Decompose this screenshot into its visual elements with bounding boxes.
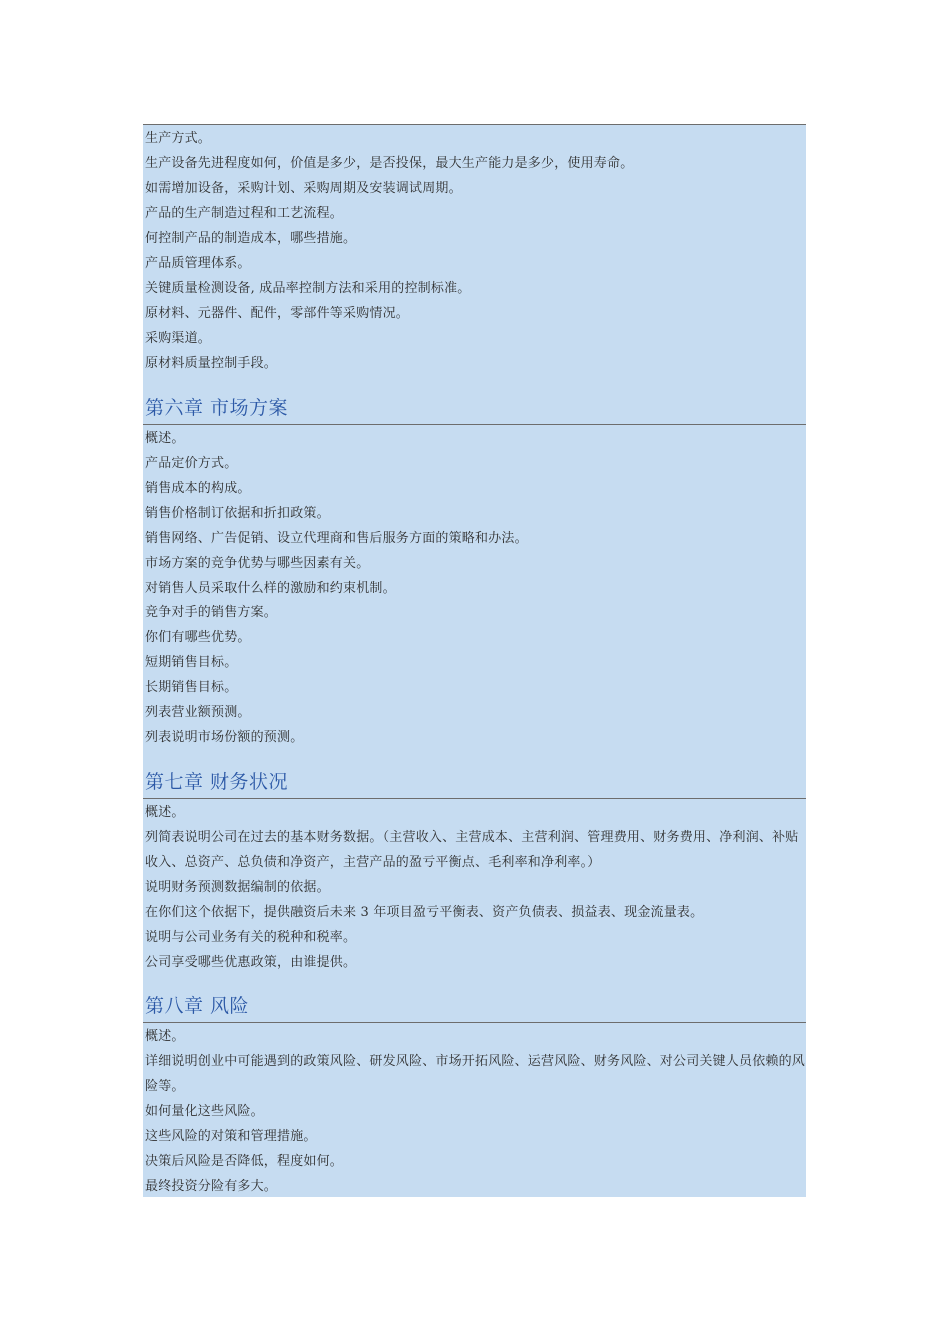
list-item: 产品质管理体系。	[145, 256, 251, 271]
list-item: 原材料质量控制手段。	[145, 356, 278, 371]
list-item: 销售价格制订依据和折扣政策。	[145, 506, 330, 521]
list-item: 在你们这个依据下，提供融资后未来 3 年项目盈亏平衡表、资产负债表、损益表、现金流量表。	[145, 905, 704, 920]
list-item: 说明财务预测数据编制的依据。	[145, 880, 330, 895]
list-item: 概述。	[145, 1029, 185, 1044]
chapter7-rule	[143, 798, 806, 799]
list-item: 销售成本的构成。	[145, 481, 251, 496]
list-item: 采购渠道。	[145, 331, 212, 346]
list-item: 关键质量检测设备, 成品率控制方法和采用的控制标准。	[145, 281, 471, 296]
list-item: 列表营业额预测。	[145, 705, 251, 720]
list-item: 何控制产品的制造成本，哪些措施。	[145, 231, 357, 246]
list-item: 对销售人员采取什么样的激励和约束机制。	[145, 581, 396, 596]
chapter7-title: 第七章 财务状况	[145, 771, 289, 793]
list-item: 竞争对手的销售方案。	[145, 605, 278, 620]
list-item: 说明与公司业务有关的税种和税率。	[145, 930, 357, 945]
list-item: 销售网络、广告促销、设立代理商和售后服务方面的策略和办法。	[145, 531, 528, 546]
list-item: 你们有哪些优势。	[145, 630, 251, 645]
list-item: 如需增加设备，采购计划、采购周期及安装调试周期。	[145, 181, 462, 196]
list-item: 这些风险的对策和管理措施。	[145, 1129, 317, 1144]
content-panel	[143, 124, 806, 1197]
list-item: 短期销售目标。	[145, 655, 238, 670]
list-item: 最终投资分险有多大。	[145, 1179, 278, 1194]
chapter8-rule	[143, 1022, 806, 1023]
list-item: 决策后风险是否降低，程度如何。	[145, 1154, 344, 1169]
list-item: 列表说明市场份额的预测。	[145, 730, 304, 745]
chapter8-title: 第八章 风险	[145, 995, 250, 1017]
list-item: 市场方案的竞争优势与哪些因素有关。	[145, 556, 370, 571]
list-item: 产品定价方式。	[145, 456, 238, 471]
chapter6-rule	[143, 424, 806, 425]
list-item: 生产方式。	[145, 131, 212, 146]
list-item: 概述。	[145, 805, 185, 820]
list-item: 列简表说明公司在过去的基本财务数据。（主营收入、主营成本、主营利润、管理费用、财务费用、净利润、补贴收入、总资产、总负债和净资产，主营产品的盈亏平衡点、毛利率和净利率。）	[145, 830, 799, 870]
list-item: 如何量化这些风险。	[145, 1104, 264, 1119]
list-item: 产品的生产制造过程和工艺流程。	[145, 206, 344, 221]
list-item: 长期销售目标。	[145, 680, 238, 695]
list-item: 公司享受哪些优惠政策，由谁提供。	[145, 955, 357, 970]
list-item: 详细说明创业中可能遇到的政策风险、研发风险、市场开拓风险、运营风险、财务风险、对公司关键人员依赖的风险等。	[145, 1054, 806, 1094]
list-item: 原材料、元器件、配件，零部件等采购情况。	[145, 306, 410, 321]
list-item: 概述。	[145, 431, 185, 446]
list-item: 生产设备先进程度如何，价值是多少，是否投保，最大生产能力是多少，使用寿命。	[145, 156, 634, 171]
chapter6-title: 第六章 市场方案	[145, 397, 289, 419]
